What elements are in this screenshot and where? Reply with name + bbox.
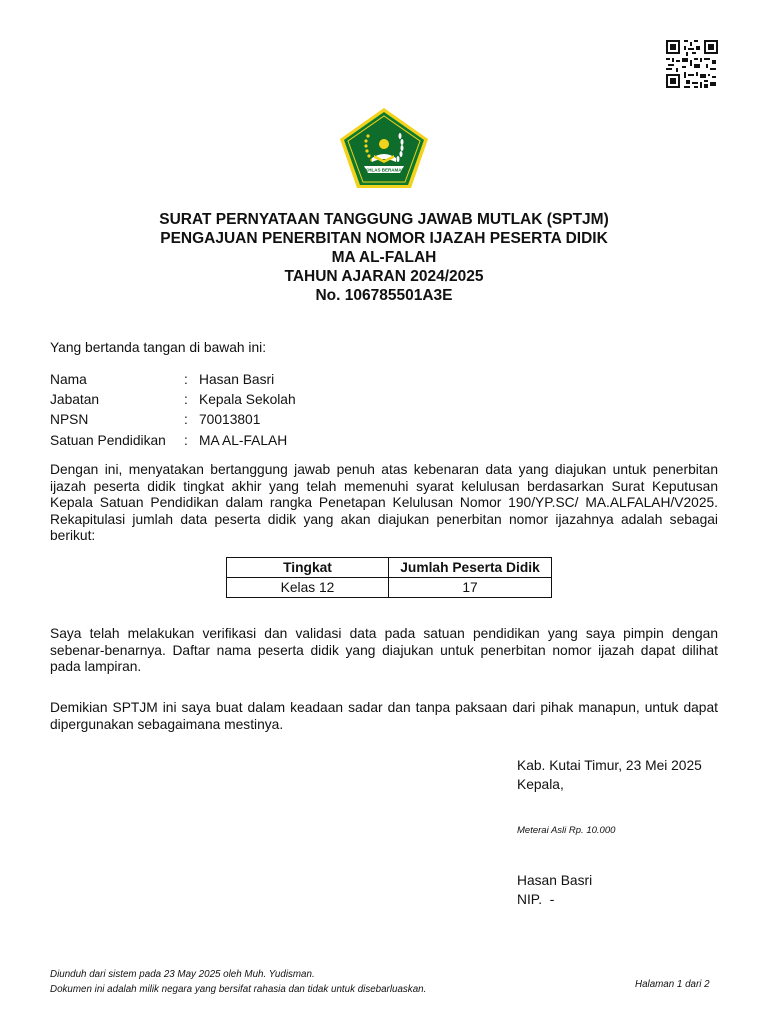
table-cell: 17: [389, 578, 552, 598]
identity-row-school: [50, 430, 296, 450]
identity-label: NPSN: [50, 412, 89, 428]
title-line-3: MA AL-FALAH: [331, 249, 437, 266]
intro-text: Yang bertanda tangan di bawah ini:: [50, 340, 267, 355]
identity-block: [50, 369, 296, 450]
identity-label: Nama: [50, 371, 87, 387]
qr-code-icon: [666, 40, 718, 88]
footer-line-2: Dokumen ini adalah milik negara yang bersifat rahasia dan tidak untuk disebarluaskan.: [50, 984, 427, 995]
identity-row-position: [50, 389, 296, 409]
logo-motto: IKHLAS BERAMAL: [363, 167, 405, 173]
identity-sep: :: [184, 371, 188, 387]
title-line-2: PENGAJUAN PENERBITAN NOMOR IJAZAH PESERTA DIDIK: [160, 230, 608, 247]
kemenag-emblem-icon: [338, 106, 430, 190]
title-line-1: SURAT PERNYATAAN TANGGUNG JAWAB MUTLAK (SPTJM): [159, 211, 609, 228]
page-number: Halaman 1 dari 2: [635, 979, 710, 990]
signer-nip: NIP. -: [517, 892, 555, 907]
signer-name: Hasan Basri: [517, 873, 593, 888]
signature-footer: [517, 871, 592, 909]
document-number: No. 106785501A3E: [315, 287, 453, 304]
place-date: Kab. Kutai Timur, 23 Mei 2025: [517, 758, 702, 773]
identity-sep: :: [184, 391, 188, 407]
identity-row-npsn: [50, 410, 296, 430]
identity-value: MA AL-FALAH: [199, 432, 288, 448]
table-header: Jumlah Peserta Didik: [389, 558, 552, 578]
identity-value: 70013801: [199, 412, 261, 428]
materai-note: Meterai Asli Rp. 10.000: [517, 825, 616, 836]
identity-sep: :: [184, 432, 188, 448]
table-row: [227, 578, 552, 598]
download-note: [50, 967, 426, 997]
identity-sep: :: [184, 412, 188, 428]
footer-line-1: Diunduh dari sistem pada 23 May 2025 oleh Muh. Yudisman.: [50, 969, 315, 980]
closing-paragraph: Demikian SPTJM ini saya buat dalam keadaan sadar dan tanpa paksaan dari pihak manapun, untuk dapat dipergunakan sebagaimana mestinya.: [50, 700, 718, 732]
table-header-row: [227, 558, 552, 578]
document-title: [0, 210, 768, 305]
table-cell: Kelas 12: [227, 578, 389, 598]
signature-header: [517, 756, 702, 794]
signer-role: Kepala,: [517, 777, 564, 792]
identity-label: Jabatan: [50, 391, 100, 407]
identity-label: Satuan Pendidikan: [50, 432, 166, 448]
title-line-4: TAHUN AJARAN 2024/2025: [284, 268, 484, 285]
recap-table: [226, 557, 552, 598]
identity-row-name: [50, 369, 296, 389]
statement-paragraph: Dengan ini, menyatakan bertanggung jawab penuh atas kebenaran data yang diajukan untuk penerbitan ijazah peserta didik tingkat akhir yang telah memenuhi syarat kelulusan berdasarkan Surat Keputusan Kepala Satuan Pendidikan dalam rangka Penetapan Kelulusan Nomor 190/YP.SC/ MA.ALFALAH/V2025. Rekapitulasi jumlah data peserta didik yang akan diajukan penerbitan nomor ijazahnya adalah sebagai berikut:: [50, 462, 718, 544]
identity-value: Kepala Sekolah: [199, 391, 296, 407]
table-header: Tingkat: [227, 558, 389, 578]
identity-value: Hasan Basri: [199, 371, 275, 387]
verification-paragraph: Saya telah melakukan verifikasi dan validasi data pada satuan pendidikan yang saya pimpin dengan sebenar-benarnya. Daftar nama peserta didik yang diajukan untuk penerbitan nomor ijazah dapat dilihat pada lampiran.: [50, 626, 718, 675]
